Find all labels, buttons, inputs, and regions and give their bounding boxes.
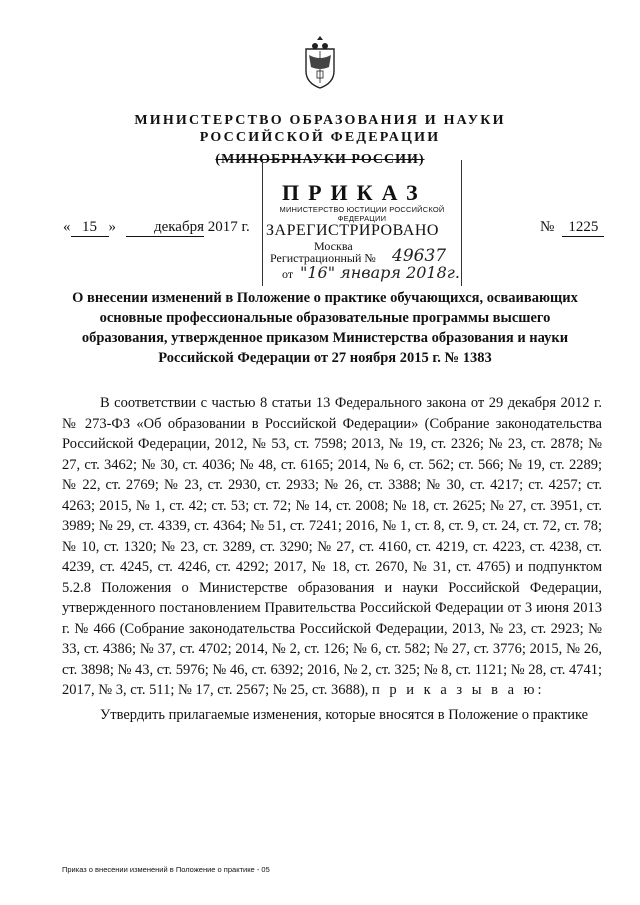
body-paragraph: Утвердить прилагаемые изменения, которые вносятся в Положение о практике <box>100 706 589 723</box>
ministry-name-line2: РОССИЙСКОЙ ФЕДЕРАЦИИ <box>199 130 441 145</box>
order-month: декабря <box>126 219 204 237</box>
stamp-ministry-of-justice: МИНИСТЕРСТВО ЮСТИЦИИ РОССИЙСКОЙ ФЕДЕРАЦИИ <box>279 205 445 223</box>
stamp-registered-label: ЗАРЕГИСТРИРОВАНО <box>266 222 439 239</box>
document-title: О внесении изменений в Положение о практике обучающихся, осваивающих основные профессиональные образовательные программы высшего образования, утвержденное приказом Министерства образования и науки Российской Федерации от 27 ноября 2015 г. № 1383 <box>72 290 578 366</box>
order-number-value: 1225 <box>562 219 604 237</box>
order-number <box>540 219 604 237</box>
body-paragraph: В соответствии с частью 8 статьи 13 Федерального закона от 29 декабря 2012 г. № 273-ФЗ «Об образовании в Российской Федерации» (Собрание законодательства Российской Федерации, 2012, № 53, ст. 7598; 2013, № 19, ст. 2326; № 23, ст. 2878; № 27, ст. 3462; № 30, ст. 4036; № 48, ст. 6165; 2014, № 6, ст. 562; ст. 566; № 19, ст. 2289; № 22, ст. 2769; № 23, ст. 2930, ст. 2933; № 26, ст. 3388; № 30, ст. 4217; ст. 4257; ст. 4263; 2015, № 1, ст. 42; ст. 53; ст. 72; № 14, ст. 2008; № 18, ст. 2625; № 27, ст. 3951, ст. 3989; № 29, ст. 4339, ст. 4364; № 51, ст. 7241; 2016, № 1, ст. 8, ст. 9, ст. 24, ст. 72, ст. 78; № 10, ст. 1320; № 23, ст. 3289, ст. 3290; № 27, ст. 4160, ст. 4219, ст. 4223, ст. 4238, ст. 4239, ст. 4245, ст. 4246, ст. 4292; 2017, № 18, ст. 2670, № 31, ст. 4765) и подпунктом 5.2.8 Положения о Министерстве образования и науки Российской Федерации, утвержденного постановлением Правительства Российской Федерации от 3 июня 2013 г. № 466 (Собрание законодательства Российской Федерации, 2013, № 23, ст. 2923; № 33, ст. 4386; № 37, ст. 4702; 2014, № 2, ст. 126; № 6, ст. 582; № 27, ст. 3776; 2015, № 26, ст. 3898; № 43, ст. 5976; № 46, ст. 6392; 2016, № 2, ст. 325; № 8, ст. 1121; № 28, ст. 4741; 2017, № 3, ст. 511; № 17, ст. 2567; № 25, ст. 3688), п р и к а з ы в а ю: <box>62 395 602 698</box>
coat-of-arms-emblem <box>300 35 340 90</box>
order-date: « 15 » декабря 2017 г. <box>63 219 250 235</box>
stamp-date-prefix: от <box>282 267 294 281</box>
document-body <box>62 393 602 725</box>
ministry-name-line1: МИНИСТЕРСТВО ОБРАЗОВАНИЯ И НАУКИ <box>134 113 506 128</box>
order-year: 2017 г. <box>207 219 250 235</box>
stamp-reg-number-label: Регистрационный № <box>270 251 376 265</box>
doc-type-heading: ПРИКАЗ <box>282 180 427 205</box>
order-day: 15 <box>71 219 109 237</box>
stamp-reg-number: 49637 <box>392 246 447 266</box>
page-footer: Приказ о внесении изменений в Положение о практике - 05 <box>62 865 270 874</box>
stamp-date-handwritten: "16" января 2018г. <box>300 263 460 282</box>
stamp-city: Москва <box>314 239 353 253</box>
ministry-short-name: (МИНОБРНАУКИ РОССИИ) <box>215 152 425 167</box>
order-word: п р и к а з ы в а ю: <box>372 682 545 698</box>
order-number-label: № <box>540 219 555 235</box>
